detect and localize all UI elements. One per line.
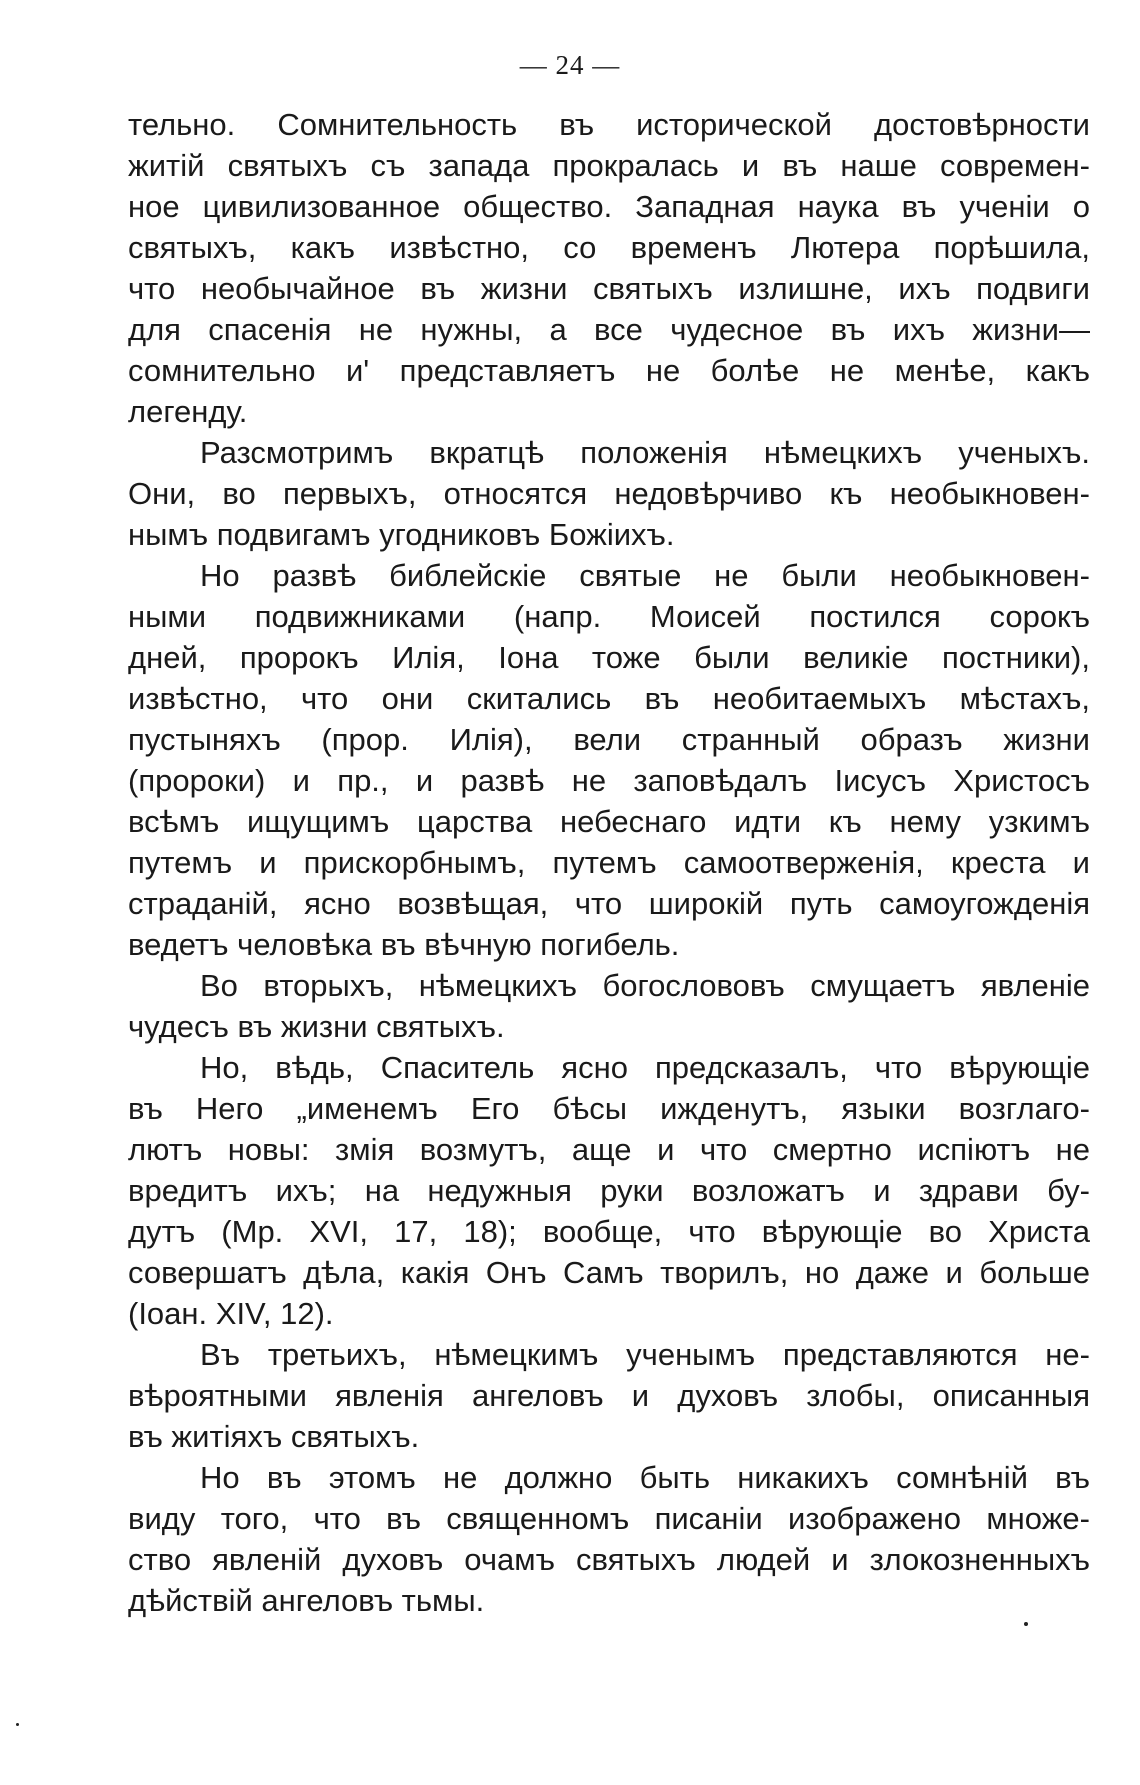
text-line: въ житіяхъ святыхъ. (128, 1419, 420, 1454)
page-number: — 24 — (519, 50, 621, 80)
text-line: вредитъ ихъ; на недужныя руки возложатъ и здрави бу- (128, 1173, 1090, 1208)
text-line: совершатъ дѣла, какія Онъ Самъ творилъ, но даже и больше (128, 1255, 1090, 1290)
paragraph-2 (128, 432, 1090, 555)
text-line: дутъ (Мр. XVI, 17, 18); вообще, что вѣрующіе во Христа (128, 1214, 1090, 1249)
paragraph-1 (128, 104, 1090, 432)
text-line: чудесъ въ жизни святыхъ. (128, 1009, 505, 1044)
text-line: виду того, что въ священномъ писаніи изображено множе- (128, 1501, 1090, 1536)
text-line: путемъ и прискорбнымъ, путемъ самоотверженія, креста и (128, 845, 1090, 880)
text-line: легенду. (128, 394, 248, 429)
text-line: извѣстно, что они скитались въ необитаемыхъ мѣстахъ, (128, 681, 1090, 716)
paragraph-5 (128, 1047, 1090, 1334)
text-body (128, 104, 1090, 1621)
paragraph-7 (128, 1457, 1090, 1621)
text-line: житій святыхъ съ запада прокралась и въ наше современ- (128, 148, 1090, 183)
text-line: дѣйствій ангеловъ тьмы. (128, 1583, 485, 1618)
text-line: нымъ подвигамъ угодниковъ Божіихъ. (128, 517, 675, 552)
paragraph-6 (128, 1334, 1090, 1457)
text-line: Во вторыхъ, нѣмецкихъ богослововъ смущаетъ явленіе (200, 968, 1090, 1003)
text-line: Но развѣ библейскіе святые не были необыкновен- (200, 558, 1090, 593)
text-line: святыхъ, какъ извѣстно, со временъ Лютера порѣшила, (128, 230, 1090, 265)
text-line: тельно. Сомнительность въ исторической достовѣрности (128, 107, 1090, 142)
text-line: ведетъ человѣка въ вѣчную погибель. (128, 927, 680, 962)
text-line: вѣроятными явленія ангеловъ и духовъ злобы, описанныя (128, 1378, 1090, 1413)
text-line: дней, пророкъ Илія, Іона тоже были великіе постники), (128, 640, 1090, 675)
text-line: что необычайное въ жизни святыхъ излишне, ихъ подвиги (128, 271, 1090, 306)
text-line: (пророки) и пр., и развѣ не заповѣдалъ Іисусъ Христосъ (128, 763, 1090, 798)
text-line: ными подвижниками (напр. Моисей постился сорокъ (128, 599, 1090, 634)
text-line: пустыняхъ (прор. Илія), вели странный образъ жизни (128, 722, 1090, 757)
text-line: въ Него „именемъ Его бѣсы ижденутъ, языки возглаго- (128, 1091, 1090, 1126)
text-line: Но, вѣдь, Спаситель ясно предсказалъ, что вѣрующіе (200, 1050, 1090, 1085)
text-line: для спасенія не нужны, а все чудесное въ ихъ жизни— (128, 312, 1090, 347)
text-line: (Іоан. XIV, 12). (128, 1296, 334, 1331)
text-line: ное цивилизованное общество. Западная наука въ ученіи о (128, 189, 1090, 224)
paragraph-4 (128, 965, 1090, 1047)
print-speck (1024, 1622, 1028, 1626)
text-line: Они, во первыхъ, относятся недовѣрчиво къ необыкновен- (128, 476, 1090, 511)
text-line: ство явленій духовъ очамъ святыхъ людей и злокозненныхъ (128, 1542, 1090, 1577)
text-line: Но въ этомъ не должно быть никакихъ сомнѣній въ (200, 1460, 1090, 1495)
text-line: Въ третьихъ, нѣмецкимъ ученымъ представляются не- (200, 1337, 1090, 1372)
paragraph-3 (128, 555, 1090, 965)
text-line: Разсмотримъ вкратцѣ положенія нѣмецкихъ ученыхъ. (200, 435, 1090, 470)
text-line: сомнительно и' представляетъ не болѣе не менѣе, какъ (128, 353, 1090, 388)
text-line: страданій, ясно возвѣщая, что широкій путь самоугожденія (128, 886, 1090, 921)
print-speck (16, 1723, 19, 1726)
text-line: всѣмъ ищущимъ царства небеснаго идти къ нему узкимъ (128, 804, 1090, 839)
text-line: лютъ новы: змія возмутъ, аще и что смертно испіютъ не (128, 1132, 1090, 1167)
